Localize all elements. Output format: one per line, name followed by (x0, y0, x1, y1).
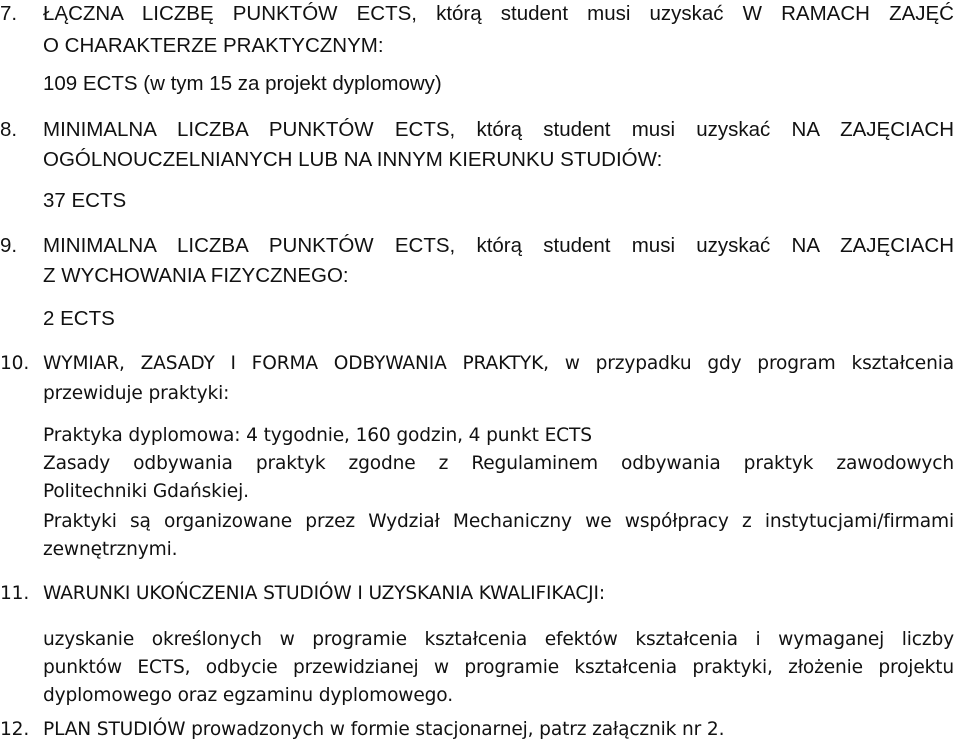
item-11-heading: WARUNKI UKOŃCZENIA STUDIÓW I UZYSKANIA KWALIFIKACJI: (43, 583, 605, 604)
item-11-body-text: dyplomowego oraz egzaminu dyplomowego. (43, 685, 453, 706)
item-9-number: 9. (0, 234, 18, 257)
item-7-value: 109 ECTS (w tym 15 za projekt dyplomowy) (43, 72, 442, 95)
item-10-body-text: Praktyka dyplomowa: 4 tygodnie, 160 godzin, 4 punkt ECTS (43, 425, 592, 446)
item-10-number: 10. (0, 353, 30, 374)
item-10-body-text: Zasady odbywania praktyk zgodne z Regulaminem odbywania praktyk zawodowych (43, 453, 954, 474)
item-11-body-text: uzyskanie określonych w programie kształcenia efektów kształcenia i wymaganej liczby (43, 629, 954, 650)
item-10-body-text: Praktyki są organizowane przez Wydział Mechaniczny we współpracy z instytucjami/firmami (43, 511, 954, 532)
item-10-heading-line-2: przewiduje praktyki: (43, 383, 230, 404)
item-11-number: 11. (0, 583, 30, 604)
item-7-number: 7. (0, 2, 18, 25)
item-9-heading-line-1: MINIMALNA LICZBA PUNKTÓW ECTS, którą student musi uzyskać NA ZAJĘCIACH (43, 234, 954, 257)
item-10-body-text: Politechniki Gdańskiej. (43, 481, 249, 502)
item-12-heading: PLAN STUDIÓW prowadzonych w formie stacjonarnej, patrz załącznik nr 2. (43, 719, 725, 740)
item-10-body-text: zewnętrznymi. (43, 539, 178, 560)
item-8-number: 8. (0, 118, 18, 141)
item-9-value: 2 ECTS (43, 307, 115, 330)
item-7-heading-line-2: O CHARAKTERZE PRAKTYCZNYM: (43, 34, 384, 57)
item-9-heading-line-2: Z WYCHOWANIA FIZYCZNEGO: (43, 264, 349, 287)
item-12-number: 12. (0, 719, 30, 740)
item-8-value: 37 ECTS (43, 189, 127, 212)
item-8-heading-line-2: OGÓLNOUCZELNIANYCH LUB NA INNYM KIERUNKU STUDIÓW: (43, 148, 663, 171)
item-11-body-text: punktów ECTS, odbycie przewidzianej w programie kształcenia praktyki, złożenie projektu (43, 657, 954, 678)
item-10-heading-line-1: WYMIAR, ZASADY I FORMA ODBYWANIA PRAKTYK, w przypadku gdy program kształcenia (43, 353, 954, 374)
item-7-heading-line-1: ŁĄCZNA LICZBĘ PUNKTÓW ECTS, którą student musi uzyskać W RAMACH ZAJĘĆ (43, 2, 954, 25)
item-8-heading-line-1: MINIMALNA LICZBA PUNKTÓW ECTS, którą student musi uzyskać NA ZAJĘCIACH (43, 118, 954, 141)
